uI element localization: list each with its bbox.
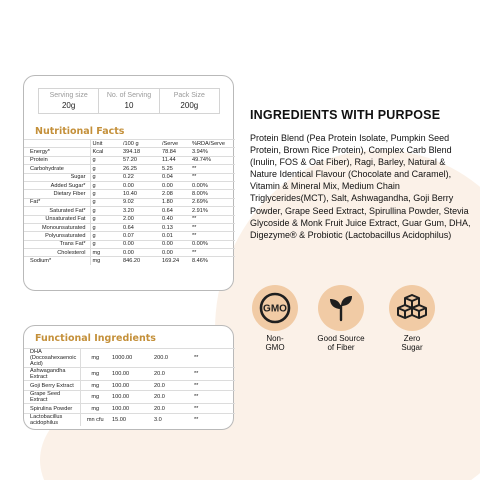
header-nutrient [24, 140, 90, 148]
cell-serve: 169.24 [160, 257, 190, 265]
cell-per100: 100.00 [110, 381, 152, 391]
cell-per100: 0.22 [121, 173, 160, 181]
cell-serve: 0.00 [160, 181, 190, 189]
cell-name: Trans Fat* [24, 240, 90, 248]
table-row [24, 190, 235, 198]
cell-rda: ** [192, 404, 235, 414]
cell-per100: 57.20 [121, 156, 160, 164]
cell-rda: 8.46% [190, 257, 235, 265]
cell-serve: 0.01 [160, 232, 190, 240]
pack-size-value: 200g [180, 101, 199, 110]
badge-circle [318, 285, 364, 331]
table-row [24, 207, 235, 215]
cell-unit: g [90, 215, 121, 223]
pack-size [159, 89, 219, 113]
cell-name: DHA (Docosahexaenoic Acid) [24, 349, 80, 368]
cell-unit: g [90, 223, 121, 231]
plant-fiber-icon [326, 293, 356, 323]
cell-rda: ** [190, 165, 235, 173]
cell-per100: 2.00 [121, 215, 160, 223]
cell-name: Dietary Fiber [24, 190, 90, 198]
cell-per100: 100.00 [110, 404, 152, 414]
cell-serve: 20.0 [152, 381, 192, 391]
cell-unit: g [90, 165, 121, 173]
cell-rda: ** [192, 414, 235, 427]
cell-unit: mg [80, 368, 110, 381]
cell-rda: ** [192, 391, 235, 404]
servings-label: No. of Serving [106, 92, 152, 99]
cell-unit: g [90, 156, 121, 164]
cell-unit: g [90, 198, 121, 206]
table-row [24, 240, 235, 248]
badge-label-line: GMO [265, 342, 285, 352]
header-unit: Unit [90, 140, 121, 148]
cell-name: Spirulina Powder [24, 404, 80, 414]
cell-name: Grape Seed Extract [24, 391, 80, 404]
cell-rda: ** [190, 232, 235, 240]
cell-unit: mg [90, 249, 121, 257]
cell-name: Protein [24, 156, 90, 164]
cell-rda: ** [192, 368, 235, 381]
cell-per100: 9.02 [121, 198, 160, 206]
cell-serve: 0.40 [160, 215, 190, 223]
cell-unit: g [90, 240, 121, 248]
cell-serve: 0.00 [160, 240, 190, 248]
gmo-icon-text: GMO [263, 303, 287, 315]
cell-per100: 26.25 [121, 165, 160, 173]
cell-per100: 0.00 [121, 240, 160, 248]
badge-label [385, 335, 439, 352]
badge-label [314, 335, 368, 352]
cell-name: Sugar [24, 173, 90, 181]
cell-per100: 1000.00 [110, 349, 152, 368]
badge-label-line: Good Source [317, 334, 365, 343]
cell-name: Cholesterol [24, 249, 90, 257]
table-row [24, 404, 235, 414]
cell-serve: 20.0 [152, 404, 192, 414]
table-row [24, 381, 235, 391]
badge-fiber [314, 285, 368, 352]
badge-label-line: of Fiber [327, 342, 355, 352]
cell-serve: 5.25 [160, 165, 190, 173]
cell-unit: mg [80, 404, 110, 414]
serving-size-label: Serving size [49, 92, 88, 99]
cell-serve: 0.04 [160, 173, 190, 181]
header-per-serve: /Serve [160, 140, 190, 148]
sugar-cubes-icon [396, 293, 428, 323]
cell-per100: 3.20 [121, 207, 160, 215]
cell-per100: 394.18 [121, 148, 160, 156]
cell-unit: Kcal [90, 148, 121, 156]
functional-title: Functional Ingredients [35, 333, 156, 344]
nutrition-title: Nutritional Facts [35, 126, 125, 137]
serving-size [39, 89, 98, 113]
cell-rda: 2.91% [190, 207, 235, 215]
cell-serve: 78.84 [160, 148, 190, 156]
header-per-100g: /100 g [121, 140, 160, 148]
cell-rda: ** [190, 215, 235, 223]
cell-unit: g [90, 232, 121, 240]
cell-per100: 100.00 [110, 391, 152, 404]
cell-unit: g [90, 173, 121, 181]
cell-per100: 0.00 [121, 181, 160, 189]
cell-serve: 3.0 [152, 414, 192, 427]
cell-rda: ** [190, 249, 235, 257]
cell-serve: 200.0 [152, 349, 192, 368]
cell-rda: 8.00% [190, 190, 235, 198]
cell-per100: 846.20 [121, 257, 160, 265]
badge-non-gmo [248, 285, 302, 352]
table-row [24, 181, 235, 189]
badge-label-line: Non- [266, 334, 284, 343]
cell-name: Monounsaturated [24, 223, 90, 231]
cell-per100: 0.64 [121, 223, 160, 231]
functional-card [23, 325, 234, 430]
cell-unit: g [90, 207, 121, 215]
cell-unit: mg [80, 349, 110, 368]
cell-rda: 3.94% [190, 148, 235, 156]
cell-serve: 1.80 [160, 198, 190, 206]
header-rda: %RDA/Serve [190, 140, 235, 148]
cell-name: Energy* [24, 148, 90, 156]
cell-name: Saturated Fat* [24, 207, 90, 215]
nutrition-table [24, 139, 235, 265]
cell-rda: ** [190, 223, 235, 231]
table-row [24, 165, 235, 173]
cell-rda: 49.74% [190, 156, 235, 164]
table-row [24, 223, 235, 231]
cell-unit: g [90, 181, 121, 189]
cell-rda: ** [192, 349, 235, 368]
badge-label-line: Sugar [401, 342, 423, 352]
table-row [24, 198, 235, 206]
cell-unit: mg [80, 391, 110, 404]
ingredients-text: Protein Blend (Pea Protein Isolate, Pumpkin Seed Protein, Brown Rice Protein), Complex Carb Blend (Inulin, FOS & Oat Fiber), Ragi, Barley, Natural & Nature Identical Flavour (Chocolate and Caramel), Vitamin & Mineral Mix, Medium Chain Triglycerides(MCT), Salt, Ashwagandha, Goji Berry Powder, Grape Seed Extract, Spirullina Powder, Stevia Glycoside & Monk Fruit Juice Extract, Guar Gum, DHA, Digezyme® & Probiotic (Lactobacillus Acidophilus) [250, 133, 471, 240]
cell-serve: 0.00 [160, 249, 190, 257]
badge-label-line: Zero [403, 334, 421, 343]
cell-rda: ** [190, 173, 235, 181]
table-row [24, 414, 235, 427]
servings-value: 10 [124, 101, 134, 110]
cell-name: Added Sugar* [24, 181, 90, 189]
cell-name: Polyunsaturated [24, 232, 90, 240]
table-row [24, 148, 235, 156]
badge-label [248, 335, 302, 352]
cell-name: Sodium* [24, 257, 90, 265]
cell-name: Goji Berry Extract [24, 381, 80, 391]
cell-serve: 20.0 [152, 391, 192, 404]
cell-unit: g [90, 190, 121, 198]
table-row [24, 249, 235, 257]
table-row [24, 349, 235, 368]
table-row [24, 173, 235, 181]
cell-unit: mg [90, 257, 121, 265]
cell-serve: 2.08 [160, 190, 190, 198]
badge-circle [389, 285, 435, 331]
cell-name: Ashwagandha Extract [24, 368, 80, 381]
table-row [24, 257, 235, 265]
pack-size-label: Pack Size [173, 92, 205, 99]
cell-per100: 0.07 [121, 232, 160, 240]
table-row [24, 368, 235, 381]
serving-size-value: 20g [61, 101, 76, 110]
cell-name: Lactobacillus acidophilus [24, 414, 80, 427]
table-row [24, 391, 235, 404]
cell-rda: 0.00% [190, 181, 235, 189]
table-row [24, 232, 235, 240]
table-row [24, 156, 235, 164]
table-header-row [24, 140, 235, 148]
functional-table [24, 348, 235, 426]
cell-unit: mg [80, 381, 110, 391]
number-of-servings [98, 89, 158, 113]
table-row [24, 215, 235, 223]
ingredients-title: INGREDIENTS WITH PURPOSE [250, 108, 441, 122]
cell-serve: 20.0 [152, 368, 192, 381]
badge-zero-sugar [385, 285, 439, 352]
cell-serve: 0.64 [160, 207, 190, 215]
cell-name: Carbohydrate [24, 165, 90, 173]
cell-per100: 0.00 [121, 249, 160, 257]
serving-info [38, 88, 220, 114]
cell-per100: 100.00 [110, 368, 152, 381]
cell-per100: 10.40 [121, 190, 160, 198]
cell-serve: 0.13 [160, 223, 190, 231]
cell-serve: 11.44 [160, 156, 190, 164]
cell-name: Fat* [24, 198, 90, 206]
cell-rda: 2.69% [190, 198, 235, 206]
badge-circle [252, 285, 298, 331]
cell-rda: 0.00% [190, 240, 235, 248]
cell-unit: mn cfu [80, 414, 110, 427]
cell-rda: ** [192, 381, 235, 391]
nutrition-card [23, 75, 234, 291]
gmo-free-icon [258, 291, 292, 325]
cell-name: Unsaturated Fat [24, 215, 90, 223]
cell-per100: 15.00 [110, 414, 152, 427]
